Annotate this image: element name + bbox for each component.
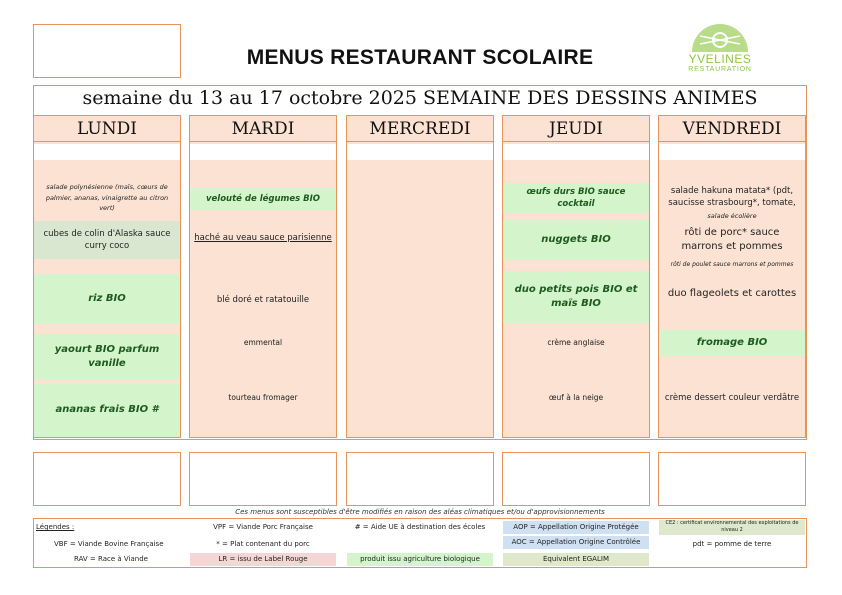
tuesday-dairy: emmental	[243, 337, 283, 347]
legend-pdt: pdt = pomme de terre	[692, 540, 772, 548]
day-column-wednesday	[346, 115, 494, 438]
tuesday-dessert: tourteau fromager	[228, 392, 298, 402]
day-header-friday: VENDREDI	[659, 116, 805, 142]
legend-aoc: AOC = Appellation Origine Contrôlée	[503, 536, 649, 549]
extra-box-monday	[33, 452, 181, 506]
friday-starter: salade hakuna matata* (pdt, saucisse strasbourg*, tomate,	[668, 185, 796, 208]
monday-starter: salade polynésienne (maïs, cœurs de palmier, ananas, vinaigrette au citron vert)	[45, 183, 169, 213]
day-column-friday	[658, 115, 806, 438]
friday-starter-note: salade écolière	[707, 211, 757, 220]
extra-box-thursday	[502, 452, 650, 506]
monday-dessert: ananas frais BIO #	[34, 384, 180, 437]
sun-icon	[688, 22, 752, 54]
legend-vbf: VBF = Viande Bovine Française	[54, 540, 164, 548]
friday-dairy: fromage BIO	[659, 330, 805, 356]
legend-vpf: VPF = Viande Porc Française	[213, 523, 313, 531]
thursday-side: duo petits pois BIO et maïs BIO	[503, 271, 649, 323]
extra-box-tuesday	[189, 452, 337, 506]
friday-dessert: crème dessert couleur verdâtre	[664, 392, 800, 403]
week-title: semaine du 13 au 17 octobre 2025 SEMAINE DES DESSINS ANIMES	[82, 87, 758, 109]
friday-main-note: rôti de poulet sauce marrons et pommes	[670, 260, 794, 268]
thursday-main: nuggets BIO	[503, 220, 649, 260]
monday-side: riz BIO	[34, 274, 180, 324]
tuesday-side: blé doré et ratatouille	[216, 294, 310, 305]
extra-box-friday	[658, 452, 806, 506]
monday-main: cubes de colin d'Alaska sauce curry coco	[34, 221, 180, 259]
day-header-tuesday: MARDI	[190, 116, 336, 142]
legend-egalim: Equivalent EGALIM	[503, 553, 649, 566]
day-header-monday: LUNDI	[34, 116, 180, 142]
tuesday-starter: velouté de légumes BIO	[190, 188, 336, 210]
extra-box-wednesday	[346, 452, 494, 506]
legend-box	[33, 518, 807, 568]
legend-star: * = Plat contenant du porc	[216, 540, 310, 548]
thursday-dessert: œuf à la neige	[548, 392, 604, 402]
monday-dairy: yaourt BIO parfum vanille	[34, 334, 180, 380]
page-title: MENUS RESTAURANT SCOLAIRE	[246, 46, 594, 69]
thursday-dairy: crème anglaise	[547, 337, 605, 347]
day-column-thursday	[502, 115, 650, 438]
tuesday-main: haché au veau sauce parisienne	[194, 232, 332, 243]
day-column-tuesday	[189, 115, 337, 438]
brand-name: YVELINES	[688, 52, 752, 66]
disclaimer-note: Ces menus sont susceptibles d'être modifiés en raison des aléas climatiques et/ou d'approvisionnements	[235, 508, 605, 516]
day-header-wednesday: MERCREDI	[347, 116, 493, 142]
legend-hash: # = Aide UE à destination des écoles	[354, 523, 486, 531]
brand-logo	[680, 22, 760, 76]
friday-side: duo flageolets et carottes	[667, 287, 797, 299]
brand-subtitle: RESTAURATION	[688, 66, 752, 73]
day-column-monday	[33, 115, 181, 438]
legend-bio: produit issu agriculture biologique	[347, 553, 493, 566]
legend-rav: RAV = Race à Viande	[74, 555, 148, 563]
logo-placeholder	[33, 24, 181, 78]
friday-main: rôti de porc* sauce marrons et pommes	[681, 226, 783, 252]
legend-lr: LR = issu de Label Rouge	[190, 553, 336, 566]
day-header-thursday: JEUDI	[503, 116, 649, 142]
legend-title: Légendes :	[36, 523, 75, 531]
legend-aop: AOP = Appellation Origine Protégée	[503, 521, 649, 534]
thursday-starter: œufs durs BIO sauce cocktail	[503, 183, 649, 213]
legend-ce2: CE2 : certificat environnemental des exploitations de niveau 2	[659, 520, 805, 535]
